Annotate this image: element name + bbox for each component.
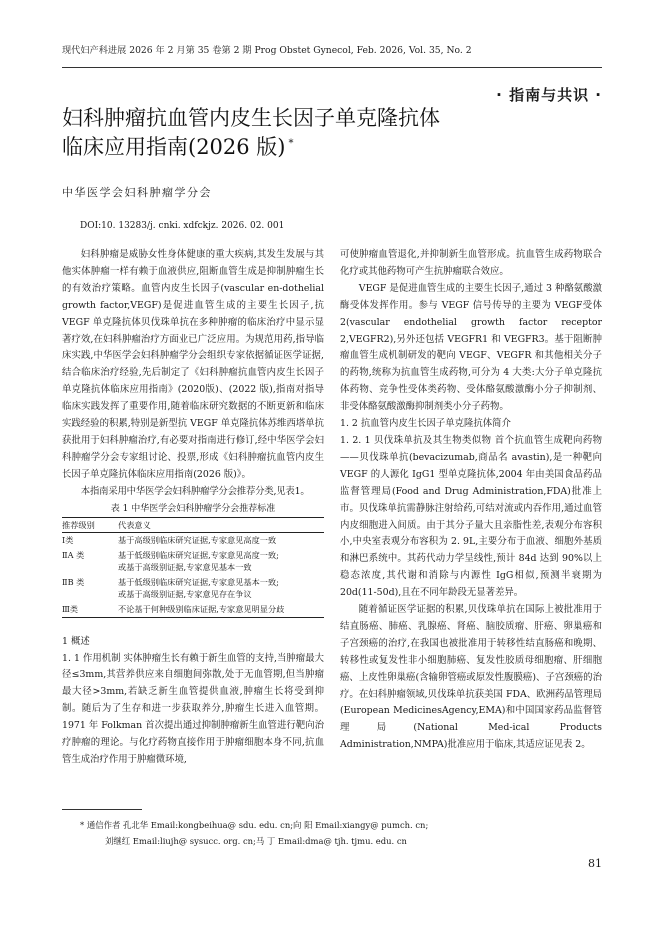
text-line: 准用于结直肠癌、肺癌、乳腺癌、肾癌、脑胶质瘤、肝癌、卵 [340, 604, 602, 632]
text-line: 可使肿瘤血管退化,并抑制新生血管形成。抗血管生成药物 [340, 249, 584, 260]
footnote-rule [62, 809, 142, 810]
text-line: 通过血管内皮细胞进入间质。由于其分子量大且亲脂性差, [340, 502, 602, 531]
table-cell-meaning [118, 532, 324, 548]
text-line: 表观分布容积小,中央室表观分布容积为 2. 9L,主要分布于 [340, 519, 602, 548]
text-line: 肿瘤生长的有效治疗策略。血管内皮生长因子(vascular en- [62, 265, 324, 294]
section-1-1-paragraph [62, 651, 324, 769]
text-line: 应证见表 2。 [534, 739, 591, 751]
text-line: 妇科肿瘤是威胁女性身体健康的重大疾病,其发生发展 [80, 249, 305, 260]
text-line: 巢癌和子宫颈癌的治疗,在我国也被批准用于转移性结 [340, 620, 602, 649]
text-line: 发性腹膜癌)、子宫颈癌的治疗。在妇科肿瘤领域,贝伐 [340, 671, 602, 700]
text-line: 酸激酶受体发挥作用。参与 VEGF 信号传导的主要为 VEGF [340, 282, 602, 311]
table-row [62, 548, 324, 575]
table-cell-line: 基于低级别临床研究证据,专家意见基本一致; [118, 576, 279, 587]
recommendation-table [62, 502, 324, 618]
footnote-line-1: * 通信作者 孔北华 Email:kongbeihua@ sdu. edu. cn;向 阳 Email:xiangy@ pumch. cn; [80, 820, 429, 830]
table-cell-line: 或基于高级别证据,专家意见基本一致 [118, 561, 252, 572]
section-1-heading: 1 概述 [62, 635, 90, 647]
text-line: 相似,预测半衰期为 20d(11-50d),且在不同年龄段无显著 [340, 570, 602, 599]
running-header: 现代妇产科进展 2026 年 2 月第 35 卷第 2 期 Prog Obstet Gynecol, Feb. 2026, Vol. 35, No. 2 [62, 45, 472, 56]
table-caption: 表 1 中华医学会妇科肿瘤学分会推荐标准 [110, 503, 276, 514]
text-line: 靶向 VEGF 的人源化 IgG1 型单克隆抗体,2004 年由美国食 [340, 451, 602, 480]
text-line: 称为抗血管生成药物,可分为 4 大类:大分子单克隆抗体药 [340, 367, 602, 396]
text-line: 随着循证医学证据的积累,贝伐珠单抗在国际上被批 [358, 604, 574, 616]
continued-paragraph [340, 247, 602, 281]
doi: DOI:10. 13283/j. cnki. xdfckjz. 2026. 02. 001 [80, 221, 285, 231]
text-line: 差异。 [495, 587, 524, 599]
text-line: 瘤生长将受到抑制。随后为了生存和进一步获取养分,肿瘤 [62, 686, 324, 715]
text-line: 疗,有必要对指南进行修订,经中华医学会妇科肿瘤学分会 [62, 434, 324, 463]
table-header-meaning: 代表意义 [118, 517, 324, 532]
right-column [340, 247, 602, 754]
text-line: 版)、(2022 版),指南对指导临床实践发挥了重要作用,随着 [62, 384, 324, 413]
text-line: ical Products Administration,NMPA)批准应用于临床,其适 [340, 722, 602, 751]
table-row [62, 602, 324, 618]
text-line: dothelial growth factor,VEGF)是促进血管生成的主要生长因 [62, 282, 324, 311]
text-line: VEGF 是促进血管生成的主要生长因子,通过 3 种酪氨 [358, 282, 584, 294]
text-line: 体酪氨酸激酶抑制剂类小分子药物。 [358, 401, 509, 413]
table-cell-meaning [118, 602, 324, 618]
text-line: 中显示显著疗效,在妇科肿瘤治疗方面业已广泛应用。为规 [62, 316, 324, 345]
text-line: 专家组讨论、投票,形成《妇科肿瘤抗血管内皮生长因子单克 [62, 451, 324, 480]
table-body [62, 532, 324, 617]
table-cell-line: 或基于高级别证据,专家意见存在争议 [118, 588, 252, 599]
text-line: 联合化疗或其他药物可产生抗肿瘤联合效应。 [340, 249, 602, 277]
table-cell-grade: ⅡA 类 [62, 549, 85, 560]
footnote-line-2: 刘继红 Email:liujh@ sysucc. org. cn;马 丁 Email:dma@ tjh. tjmu. edu. cn [105, 836, 407, 846]
header-rule [62, 67, 602, 68]
title-line-2-text: 临床应用指南(2026 版) [62, 135, 286, 159]
table-header-row [62, 517, 324, 532]
table-row [62, 532, 324, 548]
text-line: 隆抗体临床应用指南(2026 版)》。 [108, 468, 251, 480]
title-footnote-marker: * [288, 138, 294, 149]
text-line: Agency,EMA)和中国国家药品监督管理局(National Med- [340, 705, 602, 734]
corresponding-author-footnote [80, 817, 602, 849]
section-1-2-1-paragraph [340, 433, 602, 602]
page-number: 81 [588, 857, 602, 870]
bevacizumab-approval-paragraph [340, 602, 602, 754]
table-header-grade: 推荐级别 [62, 517, 118, 532]
text-line: 计 84d 达到 90%以上稳态浓度,其代谢和消除与内源性 IgG [340, 553, 602, 582]
table-cell-grade: ⅡB 类 [62, 576, 85, 587]
table-cell-grade: Ⅲ类 [62, 602, 118, 618]
text-line: 品药品监督管理局(Food and Drug Administration,FDA)批准 [340, 468, 602, 497]
text-line: 物、竞争性受体类药物、受体酪氨酸激酶小分子抑制剂、非受 [340, 384, 602, 413]
text-line: 直肠癌和晚期、转移性或复发性非小细胞肺癌、复发性胶 [340, 637, 602, 666]
table-cell-meaning [118, 548, 324, 575]
text-line: 药物——贝伐珠单抗(bevacizumab,商品名 avastin),是一种 [340, 434, 602, 463]
text-line: 型抗 VEGF 单克隆抗体苏维西塔单抗获批用于妇科肿瘤治 [62, 418, 324, 446]
vegf-paragraph [340, 281, 602, 416]
text-line: 珠单抗获美国 FDA、欧洲药品管理局(European Medicines [340, 688, 603, 717]
section-tag: · 指南与共识 · [496, 86, 602, 104]
text-line: 肿瘤抗血管内皮生长因子单克隆抗体临床应用指南》(2020 [62, 367, 324, 396]
text-line: 血液、细胞外基质和淋巴系统中。其药代动力学呈线性,预 [340, 536, 602, 565]
text-line: 临床研究数据的不断更新和临床实践经验的积累,特别是新 [62, 401, 324, 430]
intro-paragraph-table-ref: 本指南采用中华医学会妇科肿瘤学分会推荐分类,见表1。 [80, 485, 310, 497]
text-line: 1. 2. 1 贝伐珠单抗及其生物类似物 首个抗血管生成靶向 [340, 434, 583, 446]
text-line: 上市。贝伐珠单抗需静脉注射给药,可结对流或内吞作用, [340, 485, 602, 514]
text-line: 范用药,指导临床实践,中华医学会妇科肿瘤学分会组织专 [62, 333, 324, 362]
text-line: 于肿瘤细胞本身不同,抗血管生成治疗作用于肿瘤微环境, [62, 737, 324, 765]
table-cell-line: 不论基于何种级别临床证据,专家意见明显分歧 [118, 603, 285, 614]
text-line: 质母细胞瘤、肝细胞癌、上皮性卵巢癌(含输卵管癌或原 [340, 654, 602, 683]
table-cell-meaning [118, 575, 324, 602]
text-line: 子,抗 VEGF 单克隆抗体贝伐珠单抗在多种肿瘤的临床治疗 [62, 299, 324, 328]
table-cell-line: 基于低级别临床研究证据,专家意见高度一致; [118, 549, 279, 560]
text-line: 肿瘤最大径≤3mm,其营养供应来自细胞间弥散,处于无血 [62, 652, 324, 681]
text-line: 机制研发的靶向 VEGF、VEGFR 和其他相关分子的药物,统 [340, 350, 602, 379]
text-line: 新生血管进行靶向治疗肿瘤的理论。与化疗药物直接作用 [62, 720, 324, 749]
text-line: 与其他实体肿瘤一样有赖于血液供应,阻断血管生成是抑制 [62, 249, 324, 277]
left-column [62, 247, 324, 769]
section-1-2-heading: 1. 2 抗血管内皮生长因子单克隆抗体简介 [340, 418, 511, 430]
text-line: 管期,但当肿瘤最大径>3mm,若缺乏新生血管提供血液,肿 [62, 669, 325, 698]
title-line-1: 妇科肿瘤抗血管内皮生长因子单克隆抗体 [62, 106, 440, 130]
title-line-2 [62, 133, 582, 162]
table-row [62, 575, 324, 602]
recommendation-table-grid [62, 517, 324, 618]
text-line: 1. 1 作用机制 实体肿瘤生长有赖于新生血管的支持,当 [62, 652, 287, 664]
article-title [62, 104, 582, 162]
text-line: 家依据循证医学证据,结合临床治疗经验,先后制定了《妇科 [62, 350, 325, 379]
text-line: 另外还包括 VEGFR1 和 VEGFR3。基于阻断肿瘤血管生成 [340, 333, 602, 362]
text-line: 受体 2(vascular endothelial growth factor receptor 2,VEGFR2), [340, 299, 602, 345]
table-cell-line: 基于高级别临床研究证据,专家意见高度一致 [118, 534, 277, 545]
intro-paragraph [62, 247, 324, 484]
table-cell-grade: Ⅰ类 [62, 534, 74, 545]
text-line: 生长进入血管期。1971 年 Folkman 首次提出通过抑制肿瘤 [62, 703, 324, 732]
author-organization: 中华医学会妇科肿瘤学分会 [62, 186, 212, 199]
